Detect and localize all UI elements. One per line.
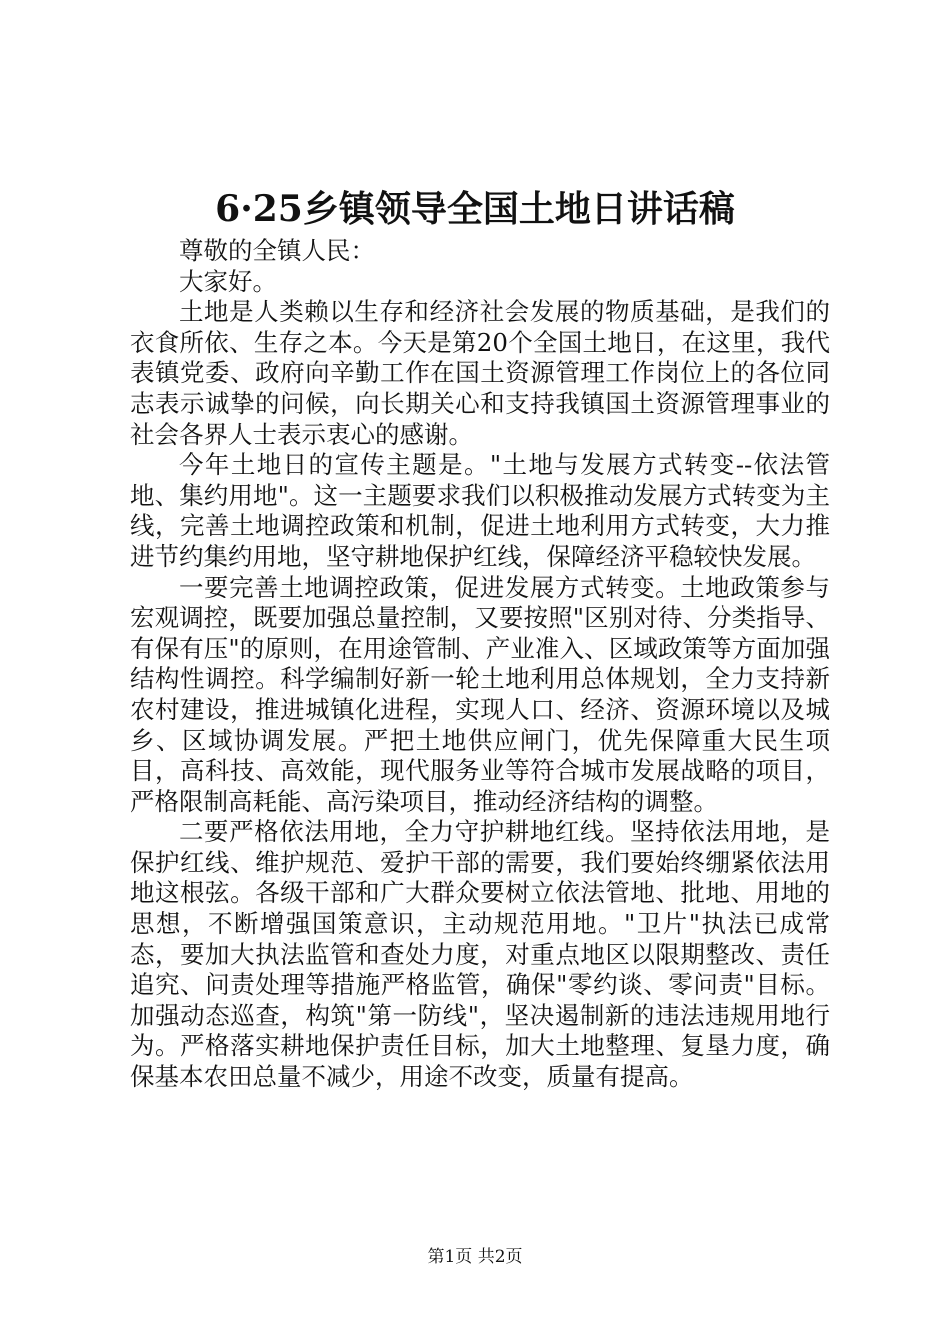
paragraph-intro: 土地是人类赖以生存和经济社会发展的物质基础，是我们的衣食所依、生存之本。今天是第20个全国土地日，在这里，我代表镇党委、政府向辛勤工作在国土资源管理工作岗位上的各位同志表示诚挚的问候，向长期关心和支持我镇国土资源管理事业的社会各界人士表示衷心的感谢。 (130, 297, 830, 449)
paragraph-point-one: 一要完善土地调控政策，促进发展方式转变。土地政策参与宏观调控，既要加强总量控制，又要按照"区别对待、分类指导、有保有压"的原则，在用途管制、产业准入、区域政策等方面加强结构性调控。科学编制好新一轮土地利用总体规划，全力支持新农村建设，推进城镇化进程，实现人口、经济、资源环境以及城乡、区域协调发展。严把土地供应闸门，优先保障重大民生项目，高科技、高效能，现代服务业等符合城市发展战略的项目，严格限制高耗能、高污染项目，推动经济结构的调整。 (130, 572, 830, 816)
paragraph-point-two: 二要严格依法用地，全力守护耕地红线。坚持依法用地，是保护红线、维护规范、爱护干部的需要，我们要始终绷紧依法用地这根弦。各级干部和广大群众要树立依法管地、批地、用地的思想，不断增强国策意识，主动规范用地。"卫片"执法已成常态，要加大执法监管和查处力度，对重点地区以限期整改、责任追究、问责处理等措施严格监管，确保"零约谈、零问责"目标。加强动态巡查，构筑"第一防线"，坚决遏制新的违法违规用地行为。严格落实耕地保护责任目标，加大土地整理、复垦力度，确保基本农田总量不减少，用途不改变，质量有提高。 (130, 817, 830, 1092)
paragraph-theme: 今年土地日的宣传主题是。"土地与发展方式转变--依法管地、集约用地"。这一主题要求我们以积极推动发展方式转变为主线，完善土地调控政策和机制，促进土地利用方式转变，大力推进节约集约用地，坚守耕地保护红线，保障经济平稳较快发展。 (130, 450, 830, 571)
greeting: 大家好。 (179, 266, 277, 296)
page-title: 6·25乡镇领导全国土地日讲话稿 (215, 188, 735, 230)
page-number-footer: 第1页 共2页 (427, 1247, 523, 1267)
document-body (130, 236, 830, 1093)
salutation: 尊敬的全镇人民： (179, 236, 375, 265)
